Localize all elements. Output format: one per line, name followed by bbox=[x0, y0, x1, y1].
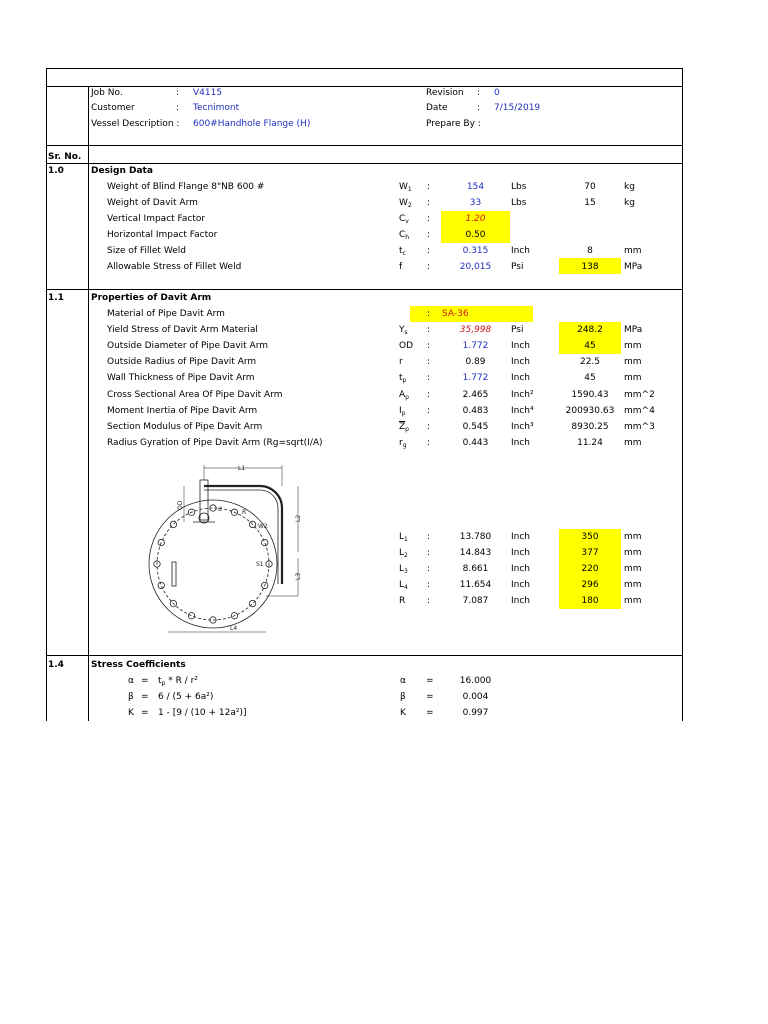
coef-equals: = bbox=[141, 708, 149, 718]
coef-equals: = bbox=[426, 692, 434, 702]
symbol-sub: 1 bbox=[404, 536, 408, 543]
row-si-value: 8 bbox=[587, 246, 593, 256]
coef-symbol: K bbox=[128, 708, 134, 718]
bolt-hole bbox=[188, 613, 194, 619]
row-unit: Inch bbox=[511, 532, 531, 542]
coef-equals: = bbox=[426, 708, 434, 718]
row-unit: Psi bbox=[511, 325, 524, 335]
row-symbol bbox=[399, 357, 403, 367]
coef-equals: = bbox=[426, 676, 434, 686]
row-value: 0.89 bbox=[465, 357, 486, 367]
frame-top bbox=[46, 68, 683, 69]
row-label: Weight of Davit Arm bbox=[107, 198, 198, 208]
row-value: 33 bbox=[469, 198, 482, 208]
symbol: L bbox=[399, 532, 405, 542]
revision-label: Revision bbox=[426, 88, 464, 98]
row-si-unit: kg bbox=[624, 198, 635, 208]
row-si-unit: MPa bbox=[624, 325, 643, 335]
dim-label-w2: W2 bbox=[258, 523, 268, 530]
row-value: 1.772 bbox=[462, 341, 489, 351]
material-value: SA-36 bbox=[442, 309, 469, 319]
colon: : bbox=[427, 580, 431, 590]
row-si-unit: mm bbox=[624, 373, 642, 383]
colon: : bbox=[427, 548, 431, 558]
row-si-value: 22.5 bbox=[579, 357, 601, 367]
colon: : bbox=[176, 88, 180, 98]
symbol-sub: h bbox=[405, 234, 410, 241]
header-label-divider bbox=[88, 86, 89, 145]
row-unit: Inch bbox=[511, 341, 531, 351]
symbol: Y bbox=[399, 325, 405, 335]
section-title: Stress Coefficients bbox=[91, 660, 186, 670]
symbol-sub: c bbox=[402, 250, 406, 257]
colon: : bbox=[427, 406, 431, 416]
colon: : bbox=[427, 341, 431, 351]
colon: : bbox=[427, 438, 431, 448]
row-label: Material of Pipe Davit Arm bbox=[107, 309, 225, 319]
symbol: C bbox=[399, 230, 406, 240]
row-value: 1.20 bbox=[465, 214, 486, 224]
colon: : bbox=[176, 103, 180, 113]
row-symbol bbox=[399, 230, 409, 241]
row-symbol bbox=[399, 325, 408, 336]
row-si-unit: MPa bbox=[624, 262, 643, 272]
colon: : bbox=[427, 198, 431, 208]
job-no-label: Job No. bbox=[91, 88, 123, 98]
colon: : bbox=[427, 373, 431, 383]
row-symbol bbox=[399, 214, 409, 225]
formula-part: * R / r² bbox=[165, 676, 198, 686]
section-no: 1.4 bbox=[48, 660, 64, 670]
row-value: 20,015 bbox=[459, 262, 492, 272]
row-value: 2.465 bbox=[462, 390, 489, 400]
bolt-hole bbox=[170, 521, 176, 527]
date-value: 7/15/2019 bbox=[494, 103, 541, 113]
dim-label-l3: L3 bbox=[295, 572, 302, 580]
colon: : bbox=[427, 246, 431, 256]
row-unit: Inch bbox=[511, 246, 531, 256]
row-symbol bbox=[399, 596, 405, 606]
row-si-unit: kg bbox=[624, 182, 635, 192]
row-si-unit: mm bbox=[624, 532, 642, 542]
row-symbol bbox=[399, 580, 408, 591]
row-si-unit: mm bbox=[624, 596, 642, 606]
row-symbol bbox=[399, 406, 405, 417]
row-value: 0.483 bbox=[462, 406, 489, 416]
coef-result-symbol: β bbox=[400, 692, 406, 702]
row-symbol bbox=[399, 246, 406, 257]
symbol-sub: s bbox=[404, 329, 408, 336]
row-si-unit: mm bbox=[624, 548, 642, 558]
coef-symbol: β bbox=[128, 692, 134, 702]
row-value: 0.443 bbox=[462, 438, 489, 448]
row-si-value: 350 bbox=[581, 532, 599, 542]
dim-label-r: R bbox=[242, 509, 247, 516]
colon: : bbox=[427, 390, 431, 400]
row-si-unit: mm bbox=[624, 438, 642, 448]
symbol-sub: g bbox=[402, 442, 407, 449]
row-si-unit: mm bbox=[624, 564, 642, 574]
symbol-sub: p bbox=[401, 410, 406, 417]
symbol: r bbox=[399, 357, 403, 367]
prepare-by-label: Prepare By : bbox=[426, 119, 481, 129]
bolt-hole bbox=[249, 600, 255, 606]
row-symbol bbox=[399, 438, 407, 449]
symbol-sub: 3 bbox=[404, 568, 408, 575]
colon: : bbox=[427, 230, 431, 240]
colon: : bbox=[427, 532, 431, 542]
dim-label-s1: S1 bbox=[256, 561, 264, 568]
row-unit: Inch bbox=[511, 438, 531, 448]
row-si-value: 45 bbox=[584, 373, 596, 383]
coef-equals: = bbox=[141, 692, 149, 702]
dim-label-l1: L1 bbox=[238, 465, 246, 472]
symbol: L bbox=[399, 580, 405, 590]
job-no-value: V4115 bbox=[193, 88, 223, 98]
symbol: f bbox=[399, 262, 403, 272]
row-unit: Psi bbox=[511, 262, 524, 272]
coef-formula: 6 / (5 + 6a²) bbox=[158, 692, 214, 702]
row-value: 1.772 bbox=[462, 373, 489, 383]
colon: : bbox=[477, 103, 481, 113]
dim-label-od: OD bbox=[177, 500, 184, 510]
symbol-sub: 4 bbox=[404, 584, 408, 591]
row-si-value: 1590.43 bbox=[571, 390, 609, 400]
row-si-value: 200930.63 bbox=[565, 406, 615, 416]
davit-arm-drawing bbox=[138, 462, 308, 637]
row-unit: Inch² bbox=[511, 390, 534, 400]
symbol: L bbox=[399, 564, 405, 574]
symbol: I bbox=[399, 406, 402, 416]
row-label: Moment Inertia of Pipe Davit Arm bbox=[107, 406, 258, 416]
header-divider bbox=[46, 86, 683, 87]
bolt-hole bbox=[262, 539, 268, 545]
srno-label: Sr. No. bbox=[48, 152, 82, 162]
symbol: C bbox=[399, 214, 406, 224]
row-symbol bbox=[399, 182, 412, 193]
row-si-value: 11.24 bbox=[577, 438, 603, 448]
colon: : bbox=[427, 182, 431, 192]
row-unit: Inch bbox=[511, 373, 531, 383]
colon: : bbox=[427, 422, 431, 432]
row-si-value: 45 bbox=[584, 341, 596, 351]
symbol: W bbox=[399, 198, 408, 208]
colon: : bbox=[427, 262, 431, 272]
row-si-value: 138 bbox=[581, 262, 599, 272]
coef-value: 16.000 bbox=[459, 676, 492, 686]
row-label: Yield Stress of Davit Arm Material bbox=[107, 325, 258, 335]
row-value: 35,998 bbox=[459, 325, 492, 335]
row-unit: Lbs bbox=[511, 198, 527, 208]
row-symbol bbox=[399, 564, 408, 575]
dim-label-l2: L2 bbox=[295, 514, 302, 522]
symbol: W bbox=[399, 182, 408, 192]
row-symbol bbox=[399, 262, 402, 272]
frame-left bbox=[46, 68, 47, 721]
row-symbol bbox=[399, 422, 409, 433]
row-label: Horizontal Impact Factor bbox=[107, 230, 218, 240]
symbol: r bbox=[399, 438, 403, 448]
row-unit: Inch³ bbox=[511, 422, 534, 432]
row-si-value: 377 bbox=[581, 548, 599, 558]
row-si-unit: mm bbox=[624, 341, 642, 351]
row-si-unit: mm bbox=[624, 246, 642, 256]
row-label: Radius Gyration of Pipe Davit Arm (Rg=sqrt(I/A) bbox=[107, 438, 323, 448]
row-value: 14.843 bbox=[459, 548, 492, 558]
row-symbol bbox=[399, 548, 408, 559]
symbol-sub: 1 bbox=[407, 186, 412, 193]
colon: : bbox=[427, 309, 431, 319]
customer-value: Tecnimont bbox=[193, 103, 240, 113]
row-si-value: 296 bbox=[581, 580, 599, 590]
coef-value: 0.004 bbox=[462, 692, 489, 702]
row-unit: Inch bbox=[511, 564, 531, 574]
row-si-value: 220 bbox=[581, 564, 599, 574]
coef-equals: = bbox=[141, 676, 149, 686]
colon: : bbox=[427, 357, 431, 367]
symbol-sub: p bbox=[405, 394, 409, 401]
row-label: Section Modulus of Pipe Davit Arm bbox=[107, 422, 263, 432]
row-label: Cross Sectional Area Of Pipe Davit Arm bbox=[107, 390, 283, 400]
row-si-value: 8930.25 bbox=[571, 422, 609, 432]
symbol: t bbox=[399, 246, 403, 256]
coef-formula: 1 - [9 / (10 + 12a²)] bbox=[158, 708, 247, 718]
row-si-value: 180 bbox=[581, 596, 599, 606]
symbol: OD bbox=[399, 341, 414, 351]
section-title: Properties of Davit Arm bbox=[91, 293, 212, 303]
formula-sub: p bbox=[161, 680, 166, 687]
symbol-sub: p bbox=[405, 426, 409, 433]
coef-result-symbol: α bbox=[400, 676, 406, 686]
section-divider-1 bbox=[46, 289, 683, 290]
coef-formula bbox=[158, 676, 198, 687]
section-no: 1.1 bbox=[48, 293, 64, 303]
row-si-unit: mm^3 bbox=[624, 422, 655, 432]
row-value: 13.780 bbox=[459, 532, 492, 542]
row-value: 11.654 bbox=[459, 580, 492, 590]
row-si-unit: mm bbox=[624, 580, 642, 590]
revision-value: 0 bbox=[494, 88, 500, 98]
row-label: Size of Fillet Weld bbox=[107, 246, 186, 256]
row-label: Weight of Blind Flange 8"NB 600 # bbox=[107, 182, 265, 192]
coef-symbol: α bbox=[128, 676, 134, 686]
symbol: L bbox=[399, 548, 405, 558]
symbol: R bbox=[399, 596, 406, 606]
symbol-sub: v bbox=[405, 218, 409, 225]
srno-column-divider bbox=[88, 145, 89, 721]
row-unit: Lbs bbox=[511, 182, 527, 192]
row-unit: Inch bbox=[511, 357, 531, 367]
row-value: 0.50 bbox=[465, 230, 486, 240]
symbol: A bbox=[399, 390, 406, 400]
colon: : bbox=[427, 325, 431, 335]
coef-value: 0.997 bbox=[462, 708, 489, 718]
row-si-unit: mm bbox=[624, 357, 642, 367]
row-symbol bbox=[399, 532, 408, 543]
row-label: Allowable Stress of Fillet Weld bbox=[107, 262, 242, 272]
section-no: 1.0 bbox=[48, 166, 64, 176]
formula-part: t bbox=[158, 676, 162, 686]
row-si-value: 248.2 bbox=[577, 325, 603, 335]
row-unit: Inch⁴ bbox=[511, 406, 534, 416]
bolt-hole bbox=[158, 582, 164, 588]
row-value: 154 bbox=[466, 182, 485, 192]
vessel-value: 600#Handhole Flange (H) bbox=[193, 119, 311, 129]
coef-result-symbol: K bbox=[400, 708, 406, 718]
colon: : bbox=[477, 88, 481, 98]
dim-label-d: d bbox=[218, 506, 222, 513]
row-value: 0.545 bbox=[462, 422, 489, 432]
symbol: t bbox=[399, 373, 403, 383]
row-unit: Inch bbox=[511, 548, 531, 558]
row-si-unit: mm^4 bbox=[624, 406, 655, 416]
row-label: Wall Thickness of Pipe Davit Arm bbox=[107, 373, 255, 383]
frame-right bbox=[682, 68, 683, 721]
row-symbol bbox=[399, 198, 412, 209]
row-value: 0.315 bbox=[462, 246, 489, 256]
section-title: Design Data bbox=[91, 166, 153, 176]
row-label: Outside Radius of Pipe Davit Arm bbox=[107, 357, 257, 367]
symbol-sub: p bbox=[402, 377, 407, 384]
symbol-sub: 2 bbox=[407, 202, 412, 209]
row-value: 8.661 bbox=[462, 564, 489, 574]
symbol-sub: 2 bbox=[404, 552, 408, 559]
vessel-label: Vessel Description : bbox=[91, 119, 180, 129]
row-symbol bbox=[399, 390, 409, 401]
section-divider-2 bbox=[46, 655, 683, 656]
customer-label: Customer bbox=[91, 103, 135, 113]
row-si-value: 15 bbox=[584, 198, 596, 208]
colon: : bbox=[427, 596, 431, 606]
dim-label-l4: L4 bbox=[230, 625, 238, 632]
date-label: Date bbox=[426, 103, 448, 113]
row-symbol bbox=[399, 341, 413, 351]
srno-row-bottom bbox=[46, 163, 683, 164]
colon: : bbox=[427, 214, 431, 224]
row-value: 7.087 bbox=[462, 596, 489, 606]
colon: : bbox=[427, 564, 431, 574]
row-si-unit: mm^2 bbox=[624, 390, 655, 400]
row-si-value: 70 bbox=[584, 182, 596, 192]
row-unit: Inch bbox=[511, 580, 531, 590]
header-bottom bbox=[46, 145, 683, 146]
row-label: Vertical Impact Factor bbox=[107, 214, 206, 224]
row-symbol bbox=[399, 373, 406, 384]
symbol: $\overline{Z}$ bbox=[399, 422, 406, 432]
row-label: Outside Diameter of Pipe Davit Arm bbox=[107, 341, 268, 351]
row-unit: Inch bbox=[511, 596, 531, 606]
